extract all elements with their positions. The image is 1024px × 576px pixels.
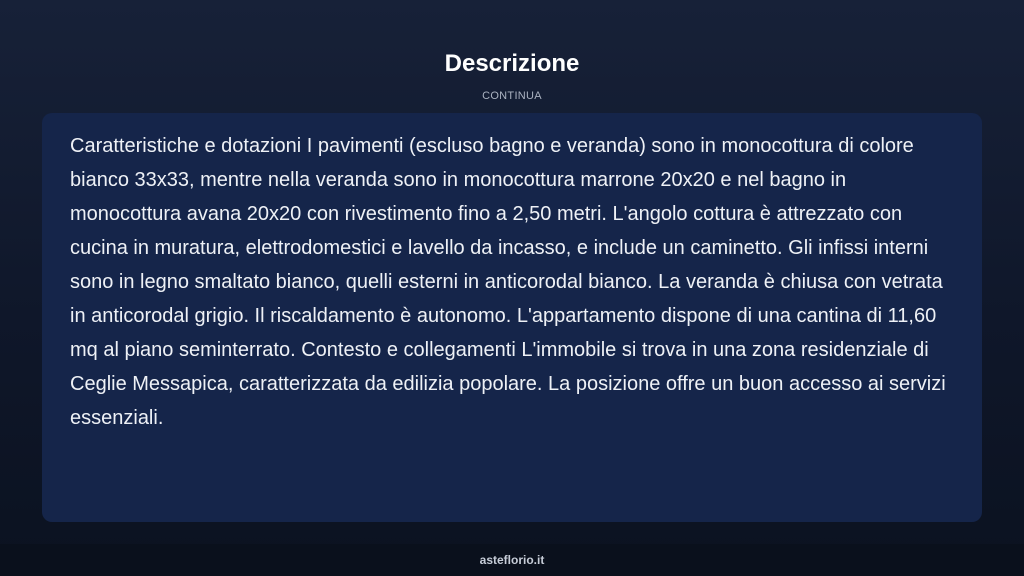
description-text: Caratteristiche e dotazioni I pavimenti (escluso bagno e veranda) sono in monocottura di colore bianco 33x33, mentre nella veranda sono in monocottura marrone 20x20 e nel bagno in monocottura avana 20x20 con rivestimento fino a 2,50 metri. L'angolo cottura è attrezzato con cucina in muratura, elettrodomestici e lavello da incasso, e include un caminetto. Gli infissi interni sono in legno smaltato bianco, quelli esterni in anticorodal bianco. La veranda è chiusa con vetrata in anticorodal grigio. Il riscaldamento è autonomo. L'appartamento dispone di una cantina di 11,60 mq al piano seminterrato. Contesto e collegamenti L'immobile si trova in una zona residenziale di Ceglie Messapica, caratterizzata da edilizia popolare. La posizione offre un buon accesso ai servizi essenziali. — [70, 135, 946, 429]
continue-label: CONTINUA — [482, 90, 542, 102]
page-title: Descrizione — [444, 50, 580, 77]
footer — [0, 544, 1024, 576]
header — [0, 48, 1024, 103]
description-card — [42, 113, 982, 522]
site-name: asteflorio.it — [479, 553, 545, 567]
